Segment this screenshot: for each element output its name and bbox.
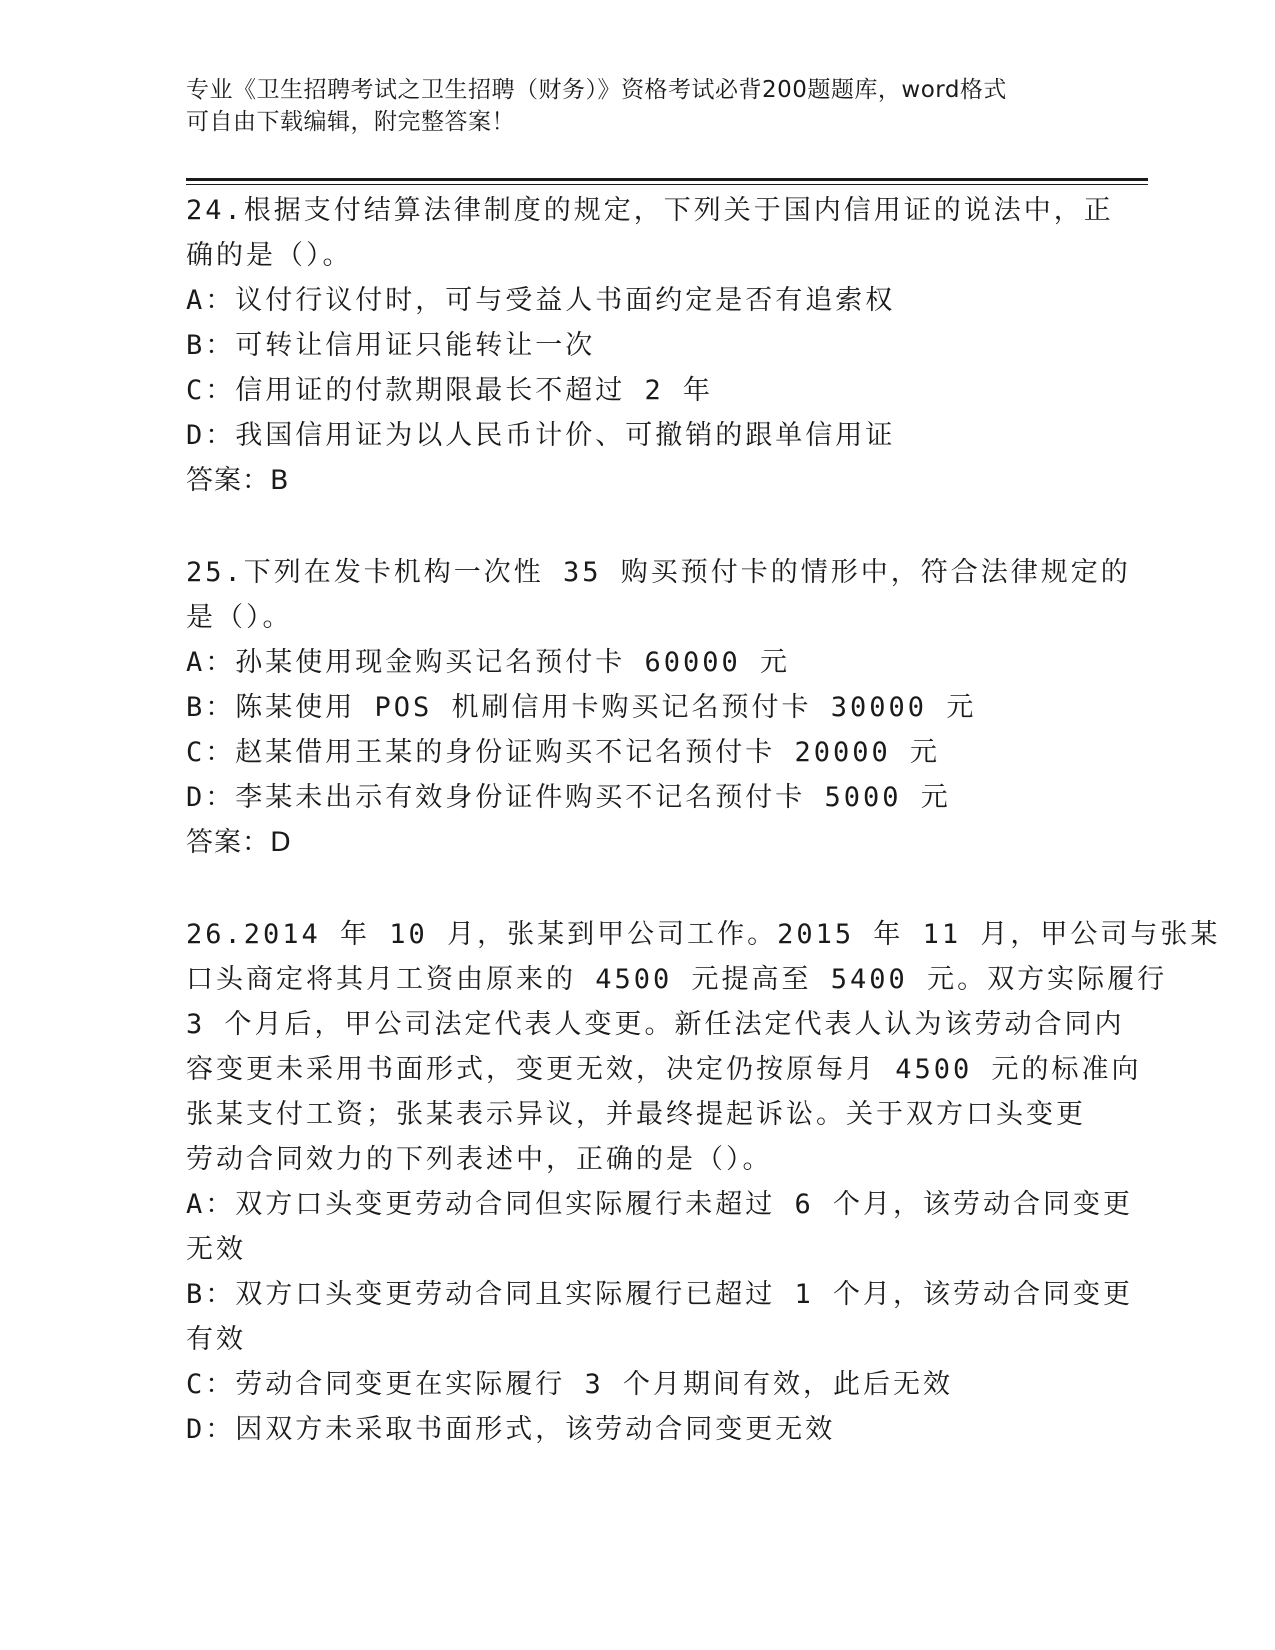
option-line: D：因双方未采取书面形式，该劳动合同变更无效 (186, 1414, 836, 1445)
answer-line: 答案：D (186, 827, 292, 858)
header-divider-thin (186, 184, 1148, 185)
header-line-2: 可自由下载编辑，附完整答案！ (186, 109, 515, 135)
option-line: A：双方口头变更劳动合同但实际履行未超过 6 个月，该劳动合同变更 (186, 1189, 1134, 1220)
question-stem-line: 26.2014 年 10 月，张某到甲公司工作。2015 年 11 月，甲公司与张某 (186, 919, 1221, 950)
option-line: D：我国信用证为以人民币计价、可撤销的跟单信用证 (186, 420, 896, 451)
option-line: C：劳动合同变更在实际履行 3 个月期间有效，此后无效 (186, 1369, 954, 1400)
option-line: D：李某未出示有效身份证件购买不记名预付卡 5000 元 (186, 782, 951, 813)
option-line: A：议付行议付时，可与受益人书面约定是否有追索权 (186, 285, 896, 316)
question-stem-line: 劳动合同效力的下列表述中，正确的是（）。 (186, 1144, 773, 1175)
header-divider-thick (186, 178, 1148, 181)
question-2 (186, 550, 1131, 865)
option-line: B：陈某使用 POS 机刷信用卡购买记名预付卡 30000 元 (186, 692, 977, 723)
question-1 (186, 188, 1114, 503)
option-line: 有效 (186, 1324, 246, 1355)
question-stem-line: 口头商定将其月工资由原来的 4500 元提高至 5400 元。双方实际履行 (186, 964, 1168, 995)
question-stem-line: 容变更未采用书面形式，变更无效，决定仍按原每月 4500 元的标准向 (186, 1054, 1142, 1085)
option-line: C：信用证的付款期限最长不超过 2 年 (186, 375, 714, 406)
question-spacer (186, 503, 1086, 550)
option-line: 无效 (186, 1234, 246, 1265)
question-3 (186, 912, 1221, 1452)
question-stem-line: 张某支付工资；张某表示异议，并最终提起诉讼。关于双方口头变更 (186, 1099, 1086, 1130)
question-stem-line: 24.根据支付结算法律制度的规定，下列关于国内信用证的说法中，正 (186, 195, 1114, 226)
question-list (186, 188, 1221, 1452)
question-stem-line: 确的是（）。 (186, 240, 353, 271)
question-stem-line: 3 个月后，甲公司法定代表人变更。新任法定代表人认为该劳动合同内 (186, 1009, 1125, 1040)
option-line: A：孙某使用现金购买记名预付卡 60000 元 (186, 647, 791, 678)
option-line: B：可转让信用证只能转让一次 (186, 330, 596, 361)
option-line: B：双方口头变更劳动合同且实际履行已超过 1 个月，该劳动合同变更 (186, 1279, 1134, 1310)
answer-line: 答案：B (186, 465, 290, 496)
question-spacer (186, 865, 1086, 912)
document-header (186, 74, 1086, 138)
question-stem-line: 25.下列在发卡机构一次性 35 购买预付卡的情形中，符合法律规定的 (186, 557, 1131, 588)
question-stem-line: 是（）。 (186, 602, 293, 633)
header-line-1: 专业《卫生招聘考试之卫生招聘（财务）》资格考试必背200题题库，word格式 (186, 77, 1007, 103)
option-line: C：赵某借用王某的身份证购买不记名预付卡 20000 元 (186, 737, 941, 768)
